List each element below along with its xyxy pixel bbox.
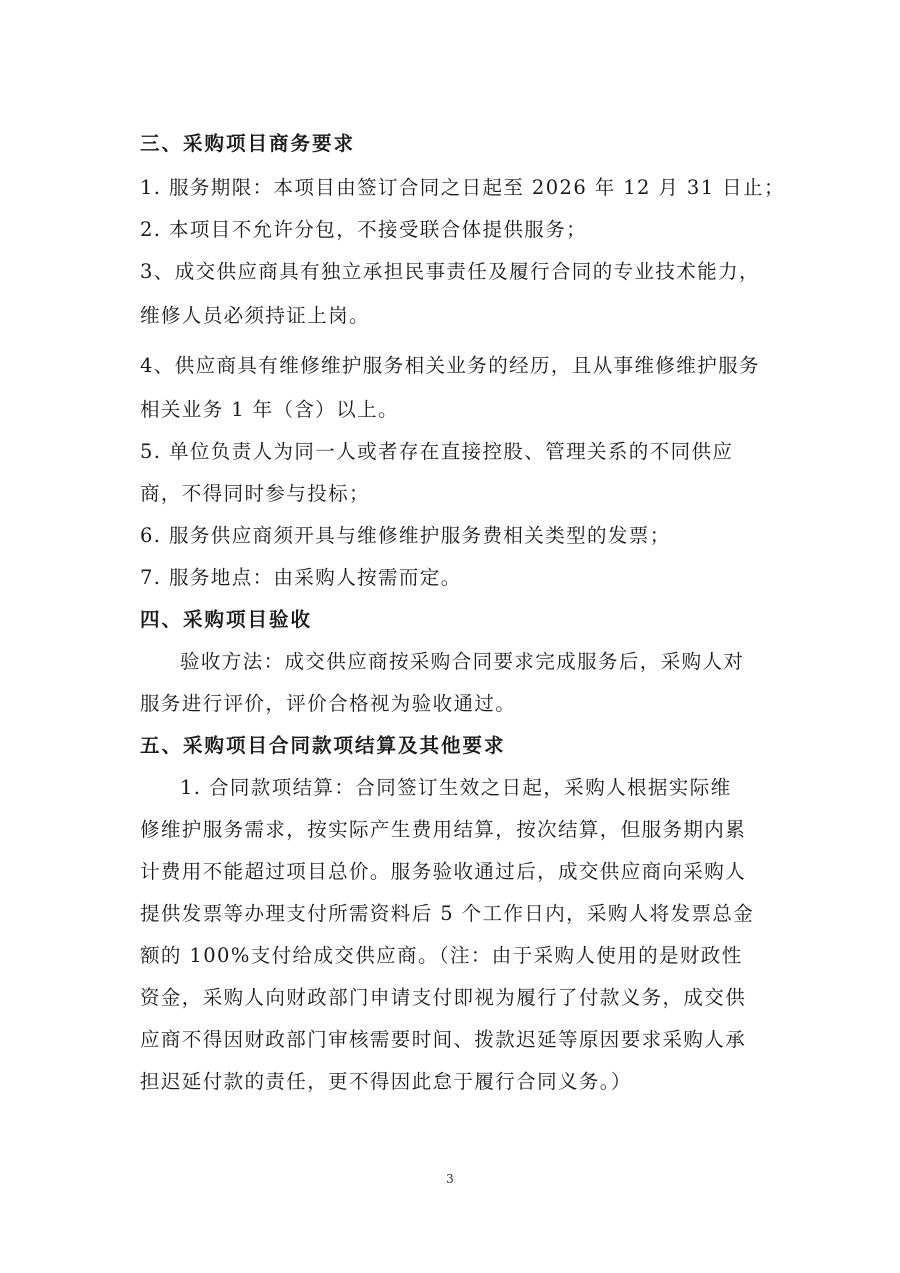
- section-3-item-2: 2. 本项目不允许分包，不接受联合体提供服务；: [140, 218, 588, 241]
- section-5-line: 担迟延付款的责任，更不得因此怠于履行合同义务。）: [140, 1070, 632, 1093]
- section-5-line: 1. 合同款项结算：合同签订生效之日起，采购人根据实际维: [180, 776, 732, 799]
- section-4-heading: 四、采购项目验收: [140, 608, 313, 631]
- section-3-item-5-line-2: 商，不得同时参与投标；: [140, 482, 370, 505]
- section-3-item-1: 1. 服务期限：本项目由签订合同之日起至 2026 年 12 月 31 日止；: [140, 176, 785, 199]
- section-3-item-3-line-1: 3、成交供应商具有独立承担民事责任及履行合同的专业技术能力，: [140, 260, 760, 283]
- section-5-line: 计费用不能超过项目总价。服务验收通过后，成交供应商向采购人: [140, 860, 747, 883]
- section-3-item-5-line-1: 5. 单位负责人为同一人或者存在直接控股、管理关系的不同供应: [140, 440, 734, 463]
- section-4-line-1: 验收方法：成交供应商按采购合同要求完成服务后，采购人对: [180, 650, 745, 673]
- section-5-line: 资金，采购人向财政部门申请支付即视为履行了付款义务，成交供: [140, 986, 747, 1009]
- section-3-item-3-line-2: 维修人员必须持证上岗。: [140, 304, 370, 327]
- section-5-line: 额的 100%支付给成交供应商。（注：由于采购人使用的是财政性: [140, 944, 743, 967]
- section-3-heading: 三、采购项目商务要求: [140, 132, 356, 155]
- section-3-item-4-line-1: 4、供应商具有维修维护服务相关业务的经历，且从事维修维护服务: [140, 354, 760, 377]
- section-3-item-4-line-2: 相关业务 1 年（含）以上。: [140, 398, 399, 421]
- section-3-item-6: 6. 服务供应商须开具与维修维护服务费相关类型的发票；: [140, 524, 671, 547]
- section-4-line-2: 服务进行评价，评价合格视为验收通过。: [140, 692, 517, 715]
- section-3-item-7: 7. 服务地点：由采购人按需而定。: [140, 566, 462, 589]
- section-5-line: 提供发票等办理支付所需资料后 5 个工作日内，采购人将发票总金: [140, 902, 755, 925]
- section-5-line: 应商不得因财政部门审核需要时间、拨款迟延等原因要求采购人承: [140, 1028, 747, 1051]
- page-number: 3: [446, 1172, 454, 1186]
- section-5-heading: 五、采购项目合同款项结算及其他要求: [140, 734, 506, 757]
- section-5-line: 修维护服务需求，按实际产生费用结算，按次结算，但服务期内累: [140, 818, 747, 841]
